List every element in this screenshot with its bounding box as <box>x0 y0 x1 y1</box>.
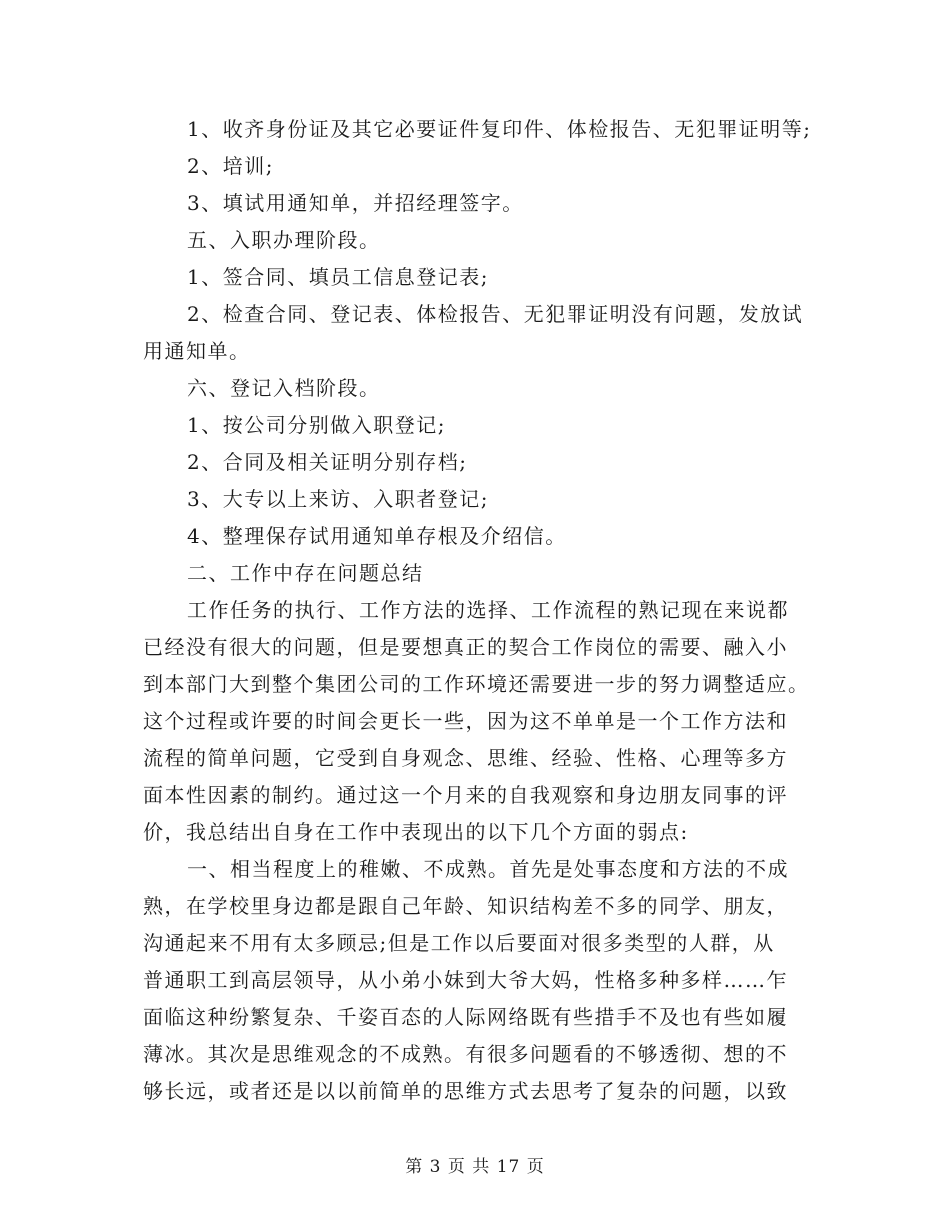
text-line: 4、整理保存试用通知单存根及介绍信。 <box>187 524 567 548</box>
section-heading: 六、登记入档阶段。 <box>187 376 381 400</box>
paragraph-line: 熟，在学校里身边都是跟自己年龄、知识结构差不多的同学、朋友， <box>143 894 788 918</box>
paragraph-line: 面本性因素的制约。通过这一个月来的自我观察和身边朋友同事的评 <box>143 783 788 807</box>
text-line: 3、大专以上来访、入职者登记; <box>187 487 489 511</box>
text-line: 3、填试用通知单，并招经理签字。 <box>187 191 524 215</box>
paragraph-line: 普通职工到高层领导，从小弟小妹到大爷大妈，性格多种多样……乍 <box>143 968 788 992</box>
paragraph-line: 工作任务的执行、工作方法的选择、工作流程的熟记现在来说都 <box>187 598 789 622</box>
paragraph-line: 面临这种纷繁复杂、千姿百态的人际网络既有些措手不及也有些如履 <box>143 1005 788 1029</box>
page-number: 第 3 页 共 17 页 <box>405 1157 545 1177</box>
paragraph-line: 流程的简单问题，它受到自身观念、思维、经验、性格、心理等多方 <box>143 746 788 770</box>
text-line: 1、收齐身份证及其它必要证件复印件、体检报告、无犯罪证明等; <box>187 117 812 141</box>
text-line: 2、合同及相关证明分别存档; <box>187 450 468 474</box>
paragraph-line: 一、相当程度上的稚嫩、不成熟。首先是处事态度和方法的不成 <box>187 857 789 881</box>
paragraph-line: 沟通起来不用有太多顾忌;但是工作以后要面对很多类型的人群，从 <box>143 931 775 955</box>
section-heading: 二、工作中存在问题总结 <box>187 561 424 585</box>
paragraph-line: 薄冰。其次是思维观念的不成熟。有很多问题看的不够透彻、想的不 <box>143 1042 788 1066</box>
section-heading: 五、入职办理阶段。 <box>187 228 381 252</box>
paragraph-line: 够长远，或者还是以以前简单的思维方式去思考了复杂的问题，以致 <box>143 1079 788 1103</box>
paragraph-line: 到本部门大到整个集团公司的工作环境还需要进一步的努力调整适应。 <box>143 672 810 696</box>
text-line: 2、检查合同、登记表、体检报告、无犯罪证明没有问题，发放试 <box>187 302 804 326</box>
text-line: 用通知单。 <box>143 339 251 363</box>
paragraph-line: 已经没有很大的问题，但是要想真正的契合工作岗位的需要、融入小 <box>143 635 788 659</box>
text-line: 1、按公司分别做入职登记; <box>187 413 446 437</box>
paragraph-line: 价，我总结出自身在工作中表现出的以下几个方面的弱点: <box>143 820 689 844</box>
text-line: 2、培训; <box>187 154 274 178</box>
paragraph-line: 这个过程或许要的时间会更长一些，因为这不单单是一个工作方法和 <box>143 709 788 733</box>
text-line: 1、签合同、填员工信息登记表; <box>187 265 489 289</box>
